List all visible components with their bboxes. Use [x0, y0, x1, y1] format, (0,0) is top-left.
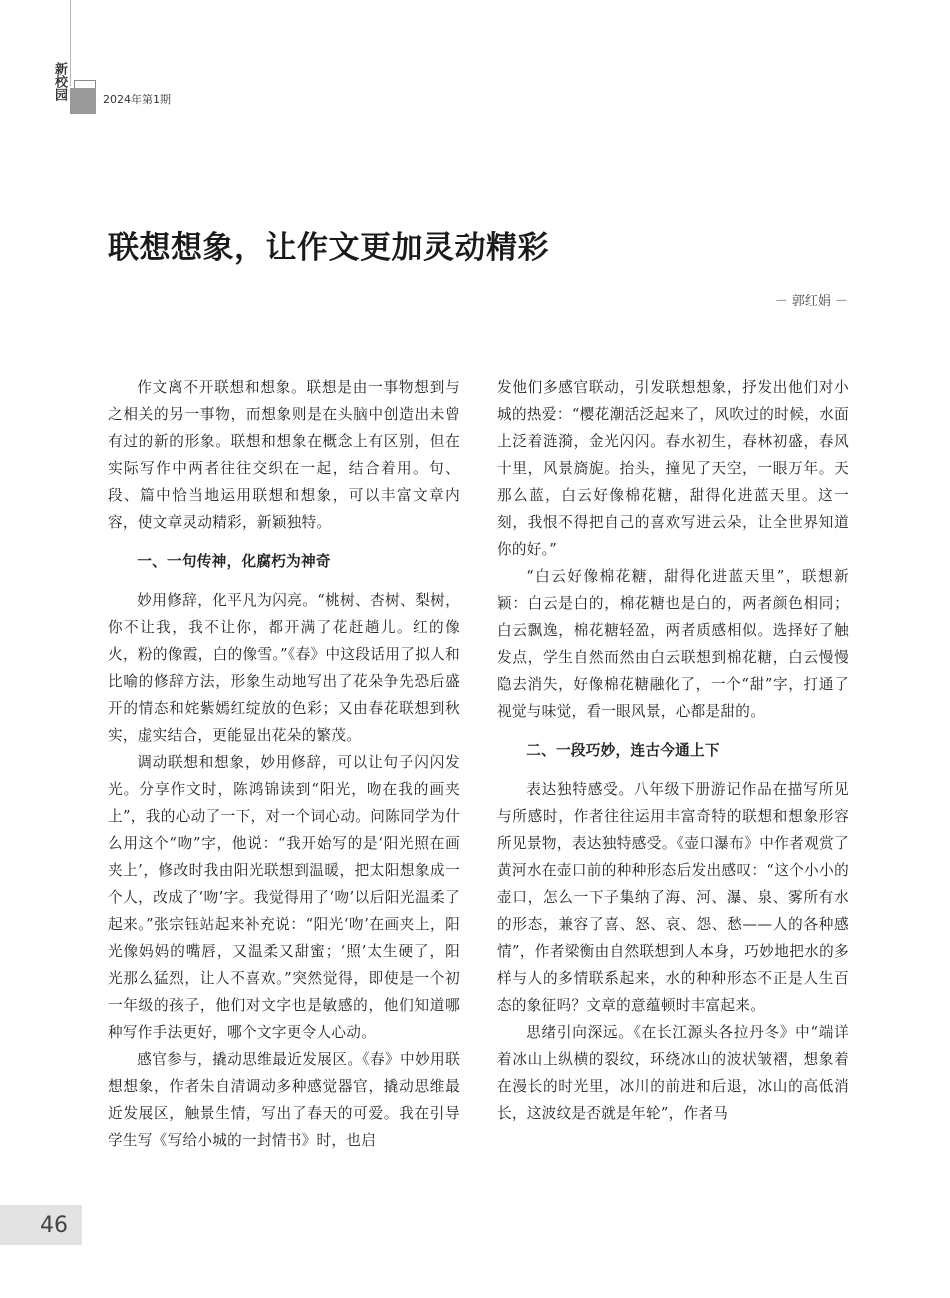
magazine-name: 新校园	[52, 62, 67, 101]
paragraph: 思绪引向深远。《在长江源头各拉丹冬》中“端详着冰山上纵横的裂纹，环绕冰山的波状皱褶，想象着在漫长的时光里，冰川的前进和后退，冰山的高低消长，这波纹是否就是年轮”，作者马	[497, 1024, 849, 1122]
article-title: 联想想象，让作文更加灵动精彩	[108, 230, 549, 266]
section-heading: 二、一段巧妙，连古今通上下	[526, 742, 720, 759]
article-author: － 郭红娟 －	[774, 294, 848, 309]
paragraph: 调动联想和想象，妙用修辞，可以让句子闪闪发光。分享作文时，陈鸿锦读到“阳光，吻在我的画夹上”，我的心动了一下，对一个词心动。问陈同学为什么用这个“吻”字，他说：“我开始写的是‘阳光照在画夹上’，修改时我由阳光联想到温暖，把太阳想象成一个人，改成了‘吻’字。我觉得用了‘吻’以后阳光温柔了起来。”张宗钰站起来补充说：“阳光‘吻’在画夹上，阳光像妈妈的嘴唇，又温柔又甜蜜；‘照’太生硬了，阳光那么猛烈，让人不喜欢。”突然觉得，即使是一个初一年级的孩子，他们对文字也是敏感的，他们知道哪种写作手法更好，哪个文字更令人心动。	[108, 754, 460, 1041]
paragraph: “白云好像棉花糖，甜得化进蓝天里”，联想新颖：白云是白的，棉花糖也是白的，两者颜色相同；白云飘逸，棉花糖轻盈，两者质感相似。选择好了触发点，学生自然而然由白云联想到棉花糖，白云慢慢隐去消失，好像棉花糖融化了，一个“甜”字，打通了视觉与味觉，看一眼风景，心都是甜的。	[497, 568, 849, 720]
page-number: 46	[40, 1213, 68, 1238]
paragraph: 妙用修辞，化平凡为闪亮。“桃树、杏树、梨树，你不让我，我不让你，都开满了花赶趟儿。红的像火，粉的像霞，白的像雪。”《春》中这段话用了拟人和比喻的修辞方法，形象生动地写出了花朵争先恐后盛开的情态和姹紫嫣红绽放的色彩；又由春花联想到秋实，虚实结合，更能显出花朵的繁茂。	[108, 592, 460, 744]
paragraph: 感官参与，撬动思维最近发展区。《春》中妙用联想想象，作者朱自清调动多种感觉器官，撬动思维最近发展区，触景生情，写出了春天的可爱。我在引导学生写《写给小城的一封情书》时，也启	[108, 1051, 460, 1149]
left-column	[108, 374, 460, 1154]
section-heading: 一、一句传神，化腐朽为神奇	[137, 553, 331, 570]
paragraph: 作文离不开联想和想象。联想是由一事物想到与之相关的另一事物，而想象则是在头脑中创造出未曾有过的新的形象。联想和想象在概念上有区别，但在实际写作中两者往往交织在一起，结合着用。句、段、篇中恰当地运用联想和想象，可以丰富文章内容，使文章灵动精彩，新颖独特。	[108, 379, 460, 531]
header-rule	[70, 0, 71, 86]
issue-label: 2024年第1期	[103, 93, 171, 106]
paragraph: 发他们多感官联动，引发联想想象，抒发出他们对小城的热爱：“樱花潮活泛起来了，风吹过的时候，水面上泛着涟漪，金光闪闪。春水初生，春林初盛，春风十里，风景旖旎。抬头，撞见了天空，一眼万年。天那么蓝，白云好像棉花糖，甜得化进蓝天里。这一刻，我恨不得把自己的喜欢写进云朵，让全世界知道你的好。”	[497, 379, 849, 558]
header-square	[70, 88, 96, 114]
right-column	[497, 374, 849, 1127]
paragraph: 表达独特感受。八年级下册游记作品在描写所见与所感时，作者往往运用丰富奇特的联想和想象形容所见景物，表达独特感受。《壶口瀑布》中作者观赏了黄河水在壶口前的种种形态后发出感叹：“这个小小的壶口，怎么一下子集纳了海、河、瀑、泉、雾所有水的形态，兼容了喜、怒、哀、怨、愁——人的各种感情”，作者梁衡由自然联想到人本身，巧妙地把水的多样与人的多情联系起来，水的种种形态不正是人生百态的象征吗？文章的意蕴顿时丰富起来。	[497, 781, 849, 1014]
